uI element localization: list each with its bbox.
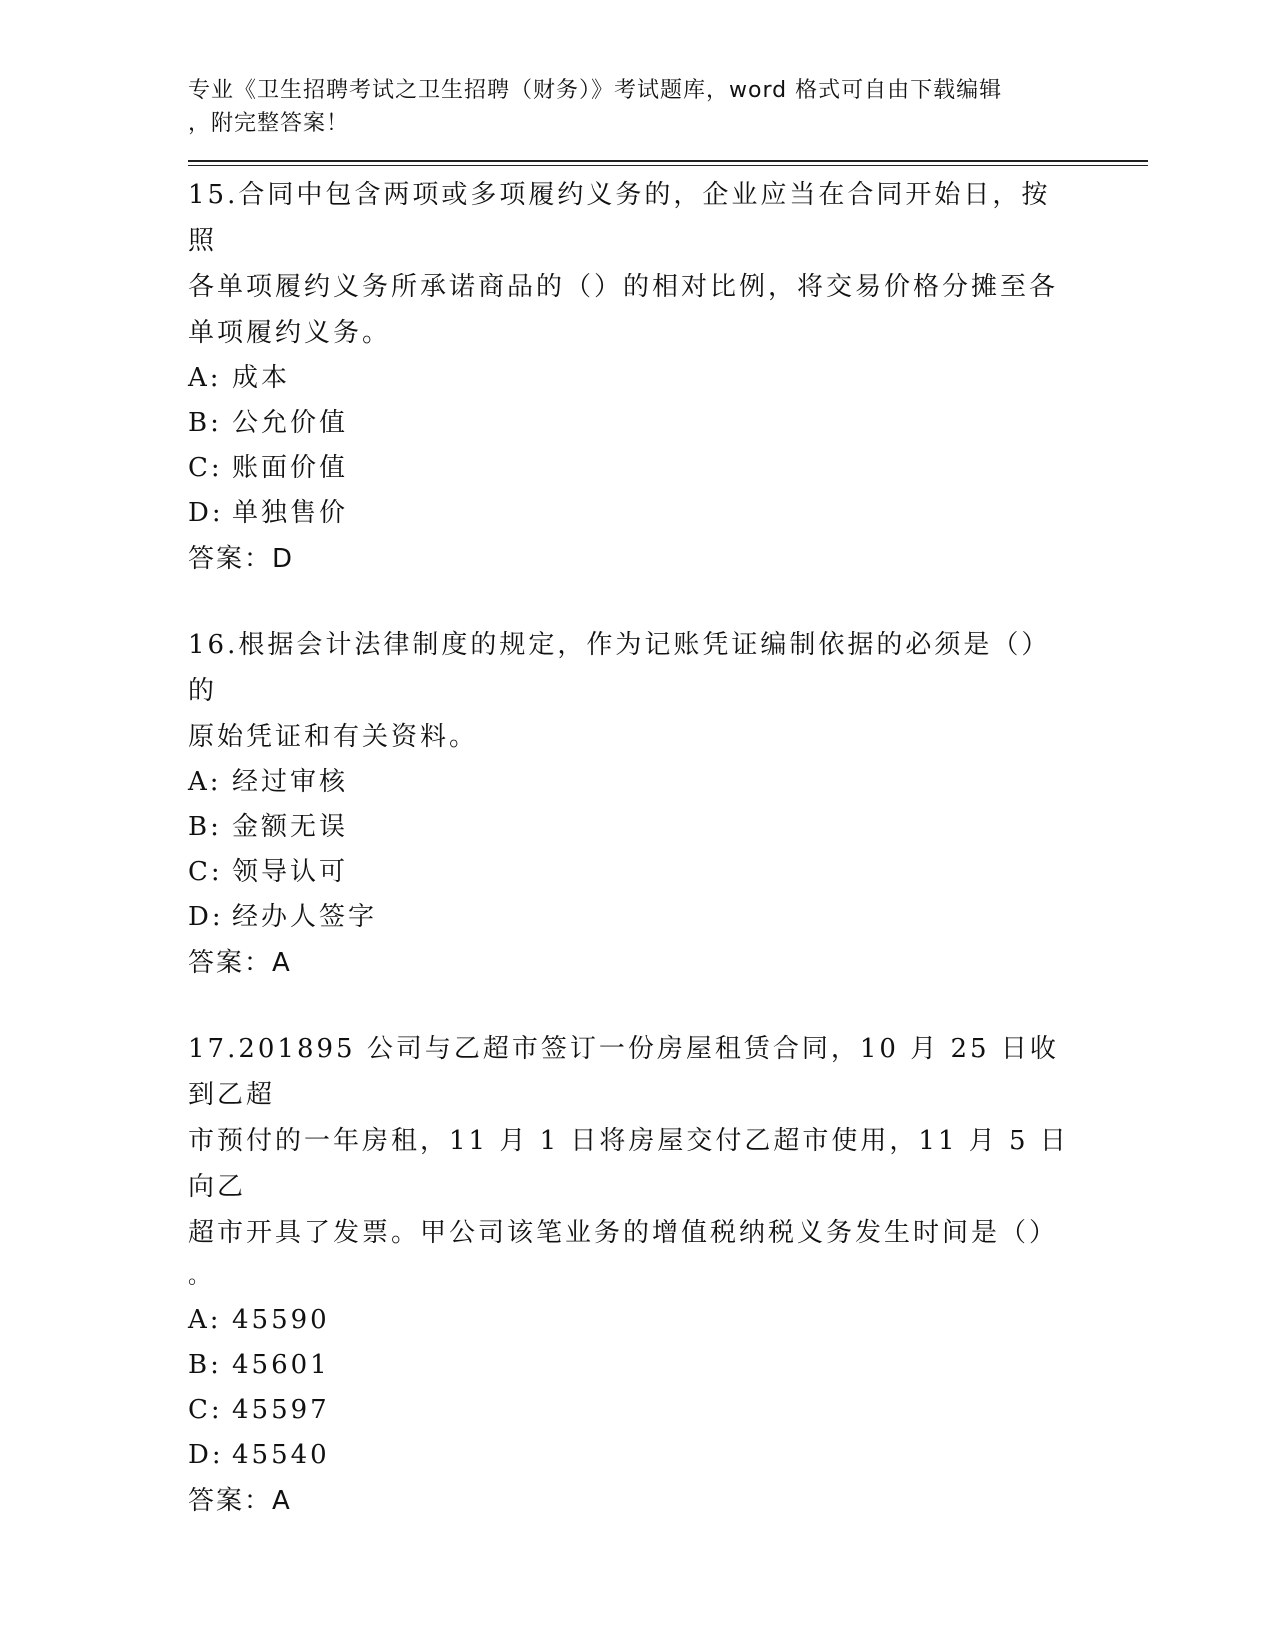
stem-line: 单项履约义务。	[188, 318, 392, 348]
option-letter: B:	[188, 408, 222, 438]
option-b	[188, 401, 1148, 446]
option-letter: B:	[188, 1350, 222, 1380]
option-text: 领导认可	[232, 857, 349, 887]
option-b	[188, 1343, 1148, 1388]
option-text: 经过审核	[232, 767, 349, 797]
option-text: 公允价值	[232, 408, 349, 438]
header-divider	[188, 160, 1148, 166]
option-letter: B:	[188, 812, 222, 842]
stem-line: 原始凭证和有关资料。	[188, 722, 479, 752]
option-text: 成本	[232, 363, 291, 393]
option-c	[188, 850, 1148, 895]
option-text: 经办人签字	[232, 902, 378, 932]
stem-line: 市预付的一年房租，11 月 1 日将房屋交付乙超市使用，11 月 5 日向乙	[188, 1126, 1069, 1202]
option-b	[188, 805, 1148, 850]
option-list	[188, 356, 1148, 536]
option-letter: C:	[188, 857, 223, 887]
option-letter: D:	[188, 1440, 224, 1470]
question-15	[188, 172, 1148, 582]
option-c	[188, 1388, 1148, 1433]
option-letter: C:	[188, 453, 223, 483]
option-text: 45601	[232, 1350, 330, 1380]
document-page	[188, 74, 1148, 1524]
option-letter: A:	[188, 363, 222, 393]
question-stem	[188, 1026, 1078, 1256]
question-stem	[188, 622, 1078, 760]
header-line-1: 专业《卫生招聘考试之卫生招聘（财务）》考试题库，word 格式可自由下载编辑	[188, 78, 1003, 103]
answer-line: 答案：A	[188, 948, 292, 978]
document-header	[188, 74, 1068, 140]
option-text: 金额无误	[232, 812, 349, 842]
stem-line: 17.201895 公司与乙超市签订一份房屋租赁合同，10 月 25 日收到乙超	[188, 1034, 1059, 1110]
option-letter: A:	[188, 767, 222, 797]
option-text: 单独售价	[232, 498, 349, 528]
stem-line: 16.根据会计法律制度的规定，作为记账凭证编制依据的必须是（）的	[188, 630, 1051, 706]
answer-line: 答案：D	[188, 544, 295, 574]
option-d	[188, 895, 1148, 940]
option-a	[188, 356, 1148, 401]
stem-trailing-punctuation: 。	[188, 1264, 211, 1289]
option-a	[188, 1298, 1148, 1343]
option-text: 45540	[232, 1440, 330, 1470]
question-17	[188, 1026, 1148, 1524]
option-a	[188, 760, 1148, 805]
stem-line: 各单项履约义务所承诺商品的（）的相对比例，将交易价格分摊至各	[188, 272, 1059, 302]
question-stem	[188, 172, 1078, 356]
header-line-2: ，附完整答案！	[188, 111, 350, 136]
stem-line: 15.合同中包含两项或多项履约义务的，企业应当在合同开始日，按照	[188, 180, 1051, 256]
option-c	[188, 446, 1148, 491]
option-text: 45590	[232, 1305, 330, 1335]
option-letter: D:	[188, 902, 224, 932]
option-d	[188, 491, 1148, 536]
answer-line: 答案：A	[188, 1486, 292, 1516]
option-list	[188, 1298, 1148, 1478]
option-letter: C:	[188, 1395, 223, 1425]
option-d	[188, 1433, 1148, 1478]
option-text: 账面价值	[232, 453, 349, 483]
stem-line: 超市开具了发票。甲公司该笔业务的增值税纳税义务发生时间是（）	[188, 1218, 1059, 1248]
option-list	[188, 760, 1148, 940]
question-16	[188, 622, 1148, 986]
option-text: 45597	[232, 1395, 330, 1425]
option-letter: D:	[188, 498, 224, 528]
option-letter: A:	[188, 1305, 222, 1335]
